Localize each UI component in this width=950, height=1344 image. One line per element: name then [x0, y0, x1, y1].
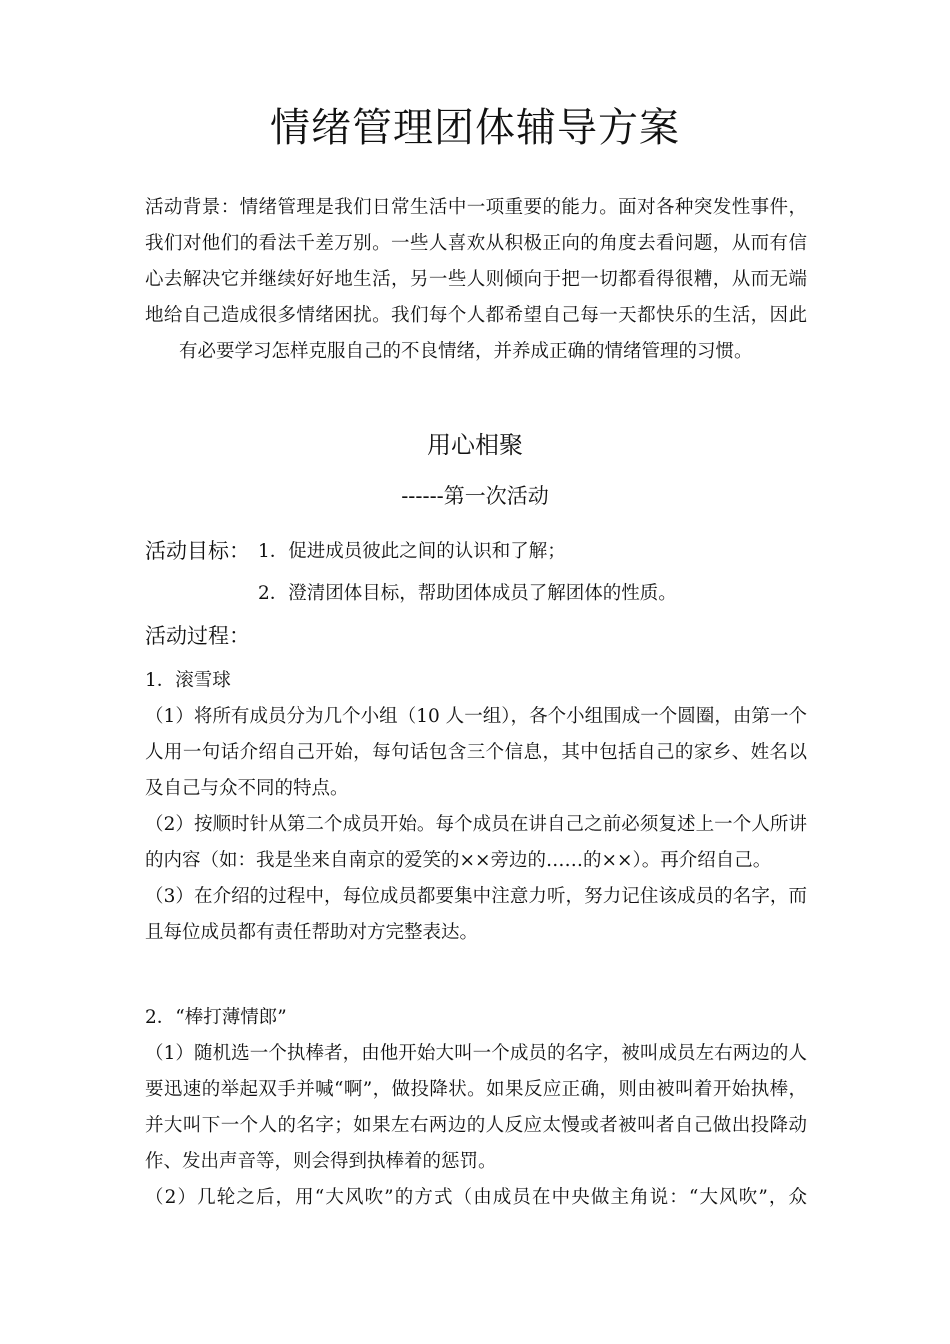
goal-label: 活动目标：	[145, 539, 250, 563]
process-label: 活动过程：	[145, 624, 250, 648]
activity-2-heading: 2．“棒打薄情郎”	[145, 1007, 287, 1028]
goal-item-2: 2．澄清团体目标，帮助团体成员了解团体的性质。	[258, 583, 677, 604]
activity-2-section	[145, 1000, 807, 1216]
goal-item-1: 1．促进成员彼此之间的认识和了解；	[258, 541, 566, 562]
background-text: 活动背景：情绪管理是我们日常生活中一项重要的能力。面对各种突发性事件，我们对他们的看法千差万别。一些人喜欢从积极正向的角度去看问题，从而有信心去解决它并继续好好地生活，另一些人则倾向于把一切都看得很糟，从而无端地给自己造成很多情绪困扰。我们每个人都希望自己每一天都快乐的生活，因此	[145, 197, 807, 326]
activity-1-section	[145, 663, 807, 951]
activity-2-step-2: （2）几轮之后，用“大风吹”的方式（由成员在中央做主角说：“大风吹”，众	[145, 1187, 807, 1208]
activity-1-step-1: （1）将所有成员分为几个小组（10 人一组），各个小组围成一个圆圈，由第一个人用一句话介绍自己开始，每句话包含三个信息，其中包括自己的家乡、姓名以及自己与众不同的特点。	[145, 706, 807, 799]
background-paragraph	[145, 190, 807, 370]
activity-1-heading: 1．滚雪球	[145, 670, 231, 691]
session-subtitle: ------第一次活动	[401, 484, 549, 508]
activity-2-step-1: （1）随机选一个执棒者，由他开始大叫一个成员的名字，被叫成员左右两边的人要迅速的举起双手并喊“啊”，做投降状。如果反应正确，则由被叫着开始执棒，并大叫下一个人的名字；如果左右两边的人反应太慢或者被叫者自己做出投降动作、发出声音等，则会得到执棒着的惩罚。	[145, 1043, 807, 1172]
activity-1-step-3: （3）在介绍的过程中，每位成员都要集中注意力听，努力记住该成员的名字，而且每位成员都有责任帮助对方完整表达。	[145, 886, 807, 943]
background-text-last-line: 有必要学习怎样克服自己的不良情绪，并养成正确的情绪管理的习惯。	[179, 341, 753, 362]
activity-1-step-2: （2）按顺时针从第二个成员开始。每个成员在讲自己之前必须复述上一个人所讲的内容（如：我是坐来自南京的爱笑的××旁边的……的××）。再介绍自己。	[145, 814, 807, 871]
session-title: 用心相聚	[427, 431, 523, 459]
document-title: 情绪管理团体辅导方案	[270, 105, 680, 151]
